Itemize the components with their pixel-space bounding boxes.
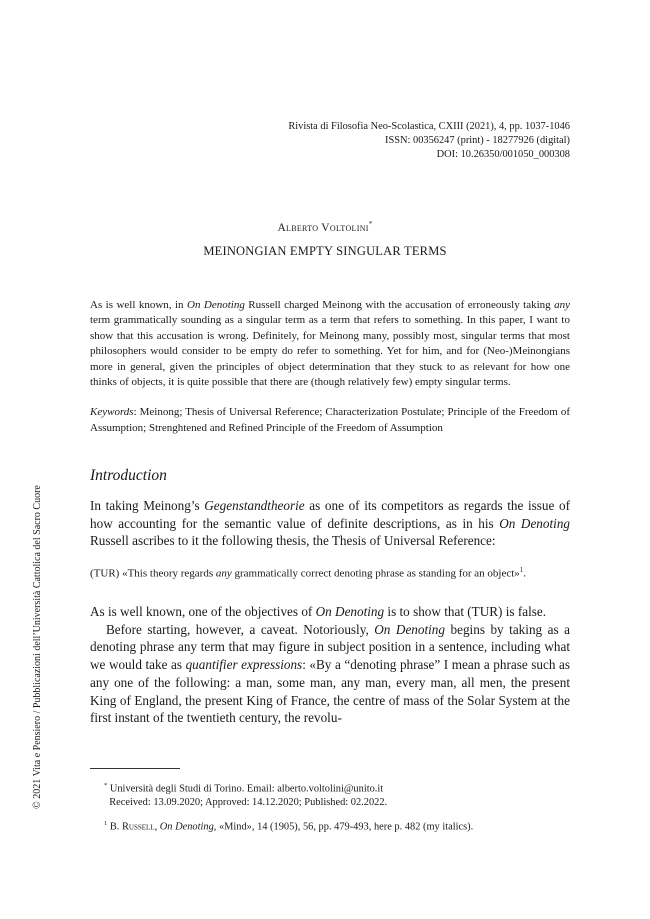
footnote-dates — [104, 796, 574, 810]
body-text-run: as one of its competitors as regards the issue of how accounting for the semantic value of definite descriptions, as in his — [90, 498, 570, 531]
body-text-run: : «By a “denoting phrase” I mean a phrase such as any one of the following: a man, some man, any man, every man, all men, the present King of England, the present King of France, the centre of mass of the Solar System at the first instant of the twentieth century, the revolu- — [90, 657, 570, 726]
abstract-italic-run: any — [554, 299, 570, 311]
footnote-text: , — [154, 821, 160, 833]
body-text-run: Russell ascribes to it the following thesis, the Thesis of Universal Reference: — [90, 533, 496, 549]
keywords-label: Keywords — [90, 406, 134, 419]
footnote-text: B. — [107, 821, 122, 833]
body-italic-run: Gegenstandtheorie — [204, 498, 305, 513]
body-italic-run: On Denoting — [315, 604, 385, 619]
section-heading: Introduction — [90, 467, 167, 484]
body-text-run: begins by taking as a denoting phrase any term that may figure in subject position in a sentence, including what we would take as — [90, 621, 571, 673]
footnote-1 — [104, 817, 574, 834]
body-text-run: Before starting, however, a caveat. Notoriously, — [106, 621, 375, 637]
body-text-run: In taking Meinong’s — [90, 498, 205, 513]
journal-citation: Rivista di Filosofia Neo-Scolastica, CXIII (2021), 4, pp. 1037-1046 — [288, 121, 570, 132]
body-text-run: As is well known, one of the objectives of — [90, 604, 316, 619]
body-paragraph-2 — [90, 603, 570, 621]
journal-issn: ISSN: 00356247 (print) - 18277926 (digital) — [385, 135, 570, 146]
footnotes — [104, 779, 574, 835]
body-paragraph-3 — [90, 621, 570, 727]
abstract-text — [90, 298, 570, 390]
body-paragraphs — [90, 603, 570, 727]
quote-text-run: grammatically correct denoting phrase as standing for an object» — [231, 567, 520, 580]
footnote-mark: 1 — [104, 820, 108, 828]
copyright-sidebar: © 2021 Vita e Pensiero / Pubblicazioni dell’Università Cattolica del Sacro Cuore — [32, 485, 43, 809]
footnote-divider — [90, 768, 180, 769]
body-italic-run: quantifier expressions — [185, 657, 303, 673]
quote-text-run: . — [523, 567, 527, 580]
journal-header — [150, 120, 570, 162]
abstract-text-run: Russell charged Meinong with the accusation of erroneously taking — [244, 299, 555, 311]
footnote-mark: * — [104, 782, 108, 789]
quote-text-run: (TUR) «This theory regards — [90, 567, 216, 580]
body-italic-run: On Denoting — [374, 621, 445, 637]
footnote-author: Russell — [121, 821, 155, 833]
footnote-affiliation — [104, 779, 574, 796]
article-title: MEINONGIAN EMPTY SINGULAR TERMS — [203, 244, 447, 258]
block-quote — [90, 563, 570, 582]
footnote-text: Università degli Studi di Torino. Email: alberto.voltolini@unito.it — [109, 783, 384, 795]
body-paragraph-1 — [90, 497, 570, 550]
body-text-run: is to show that (TUR) is false. — [384, 604, 547, 619]
body-italic-run: On Denoting — [499, 515, 571, 531]
keywords — [90, 405, 570, 436]
abstract-italic-run: On Denoting — [187, 299, 245, 311]
footnote-text: Received: 13.09.2020; Approved: 14.12.2020; Published: 02.2022. — [109, 797, 388, 809]
abstract-text-run: term grammatically sounding as a singular term as a term that refers to something. In this paper, I want to show that this accusation is wrong. Definitely, for Meinong many, possibly most, singular terms that most philosophers would consider to be empty do refer to something. Yet for him, and for (Neo-)Meinongians more in general, given the principles of object determination that they stuck to as relevant for how one thinks of objects, it is quite possible that there are (though relatively few) empty singular terms. — [90, 314, 570, 389]
abstract — [90, 298, 570, 436]
footnote-reference[interactable]: 1 — [519, 566, 524, 574]
author-footnote-mark: * — [368, 220, 373, 228]
abstract-text-run: As is well known, in — [90, 299, 188, 311]
author-name: Alberto Voltolini — [277, 221, 369, 234]
footnote-title: On Denoting — [159, 821, 214, 833]
article-doi: DOI: 10.26350/001050_000308 — [436, 149, 570, 160]
quote-italic-run: any — [215, 567, 232, 580]
author-line — [0, 220, 650, 234]
footnote-text: , «Mind», 14 (1905), 56, pp. 479-493, here p. 482 (my italics). — [213, 821, 474, 833]
keywords-text: : Meinong; Thesis of Universal Reference; Characterization Postulate; Principle of the Freedom of Assumption; Strenghtened and Refined Principle of the Freedom of Assumption — [90, 406, 570, 434]
